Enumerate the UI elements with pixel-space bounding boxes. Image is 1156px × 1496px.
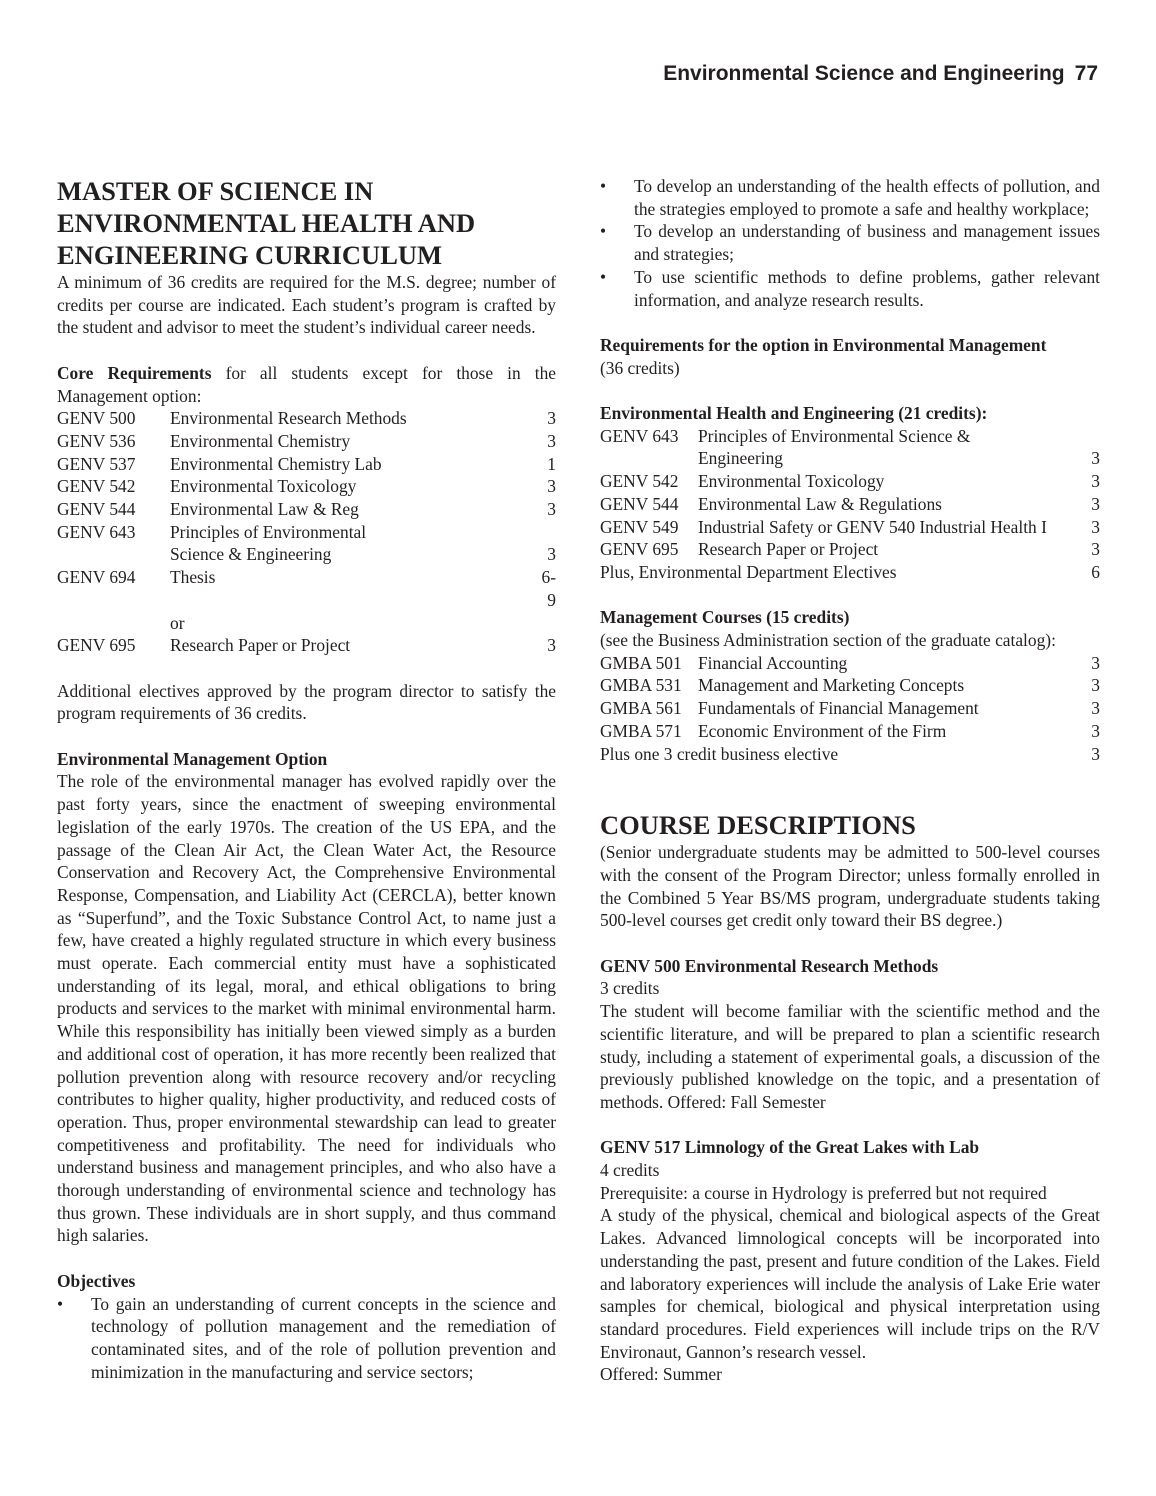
course-row (57, 521, 556, 544)
course-credits (536, 521, 556, 544)
objective-text: To develop an understanding of business and management issues and strategies; (634, 221, 1100, 265)
requirements-heading: Requirements for the option in Environmental Management (600, 334, 1047, 355)
course-credits: 3 (1091, 471, 1100, 492)
course-credits: 3 (547, 408, 556, 429)
course-credits: 6 (1091, 561, 1100, 582)
course-row (600, 447, 1100, 470)
course-code: GENV 544 (57, 499, 136, 520)
core-requirements-label: Core Requirements (57, 362, 212, 383)
course-code: GENV 643 (57, 521, 136, 542)
course-code: GMBA 571 (600, 720, 682, 741)
ehe-heading: Environmental Health and Engineering (21 credits): (600, 403, 988, 423)
course-title: Environmental Research Methods (170, 408, 407, 429)
course-row (57, 566, 556, 611)
course-title-heading: GENV 517 Limnology of the Great Lakes with Lab (600, 1137, 980, 1158)
course-credits: 3 (1091, 675, 1100, 696)
electives-line: Plus, Environmental Department Electives (600, 561, 897, 582)
course-row (600, 538, 1100, 561)
course-code: GENV 694 (57, 567, 136, 588)
emo-paragraph: The role of the environmental manager has evolved rapidly over the past forty years, since the enactment of sweeping environmental legislation of the early 1970s. The creation of the US EPA, and the passage of the Clean Air Act, the Clean Water Act, the Resource Conservation and Recovery Act, the Comprehensive Environmental Response, Compensation, and Liability Act (CERCLA), better known as “Superfund”, and the Toxic Substance Control Act, to name just a few, have created a highly regulated structure in which every business must operate. Each commercial entity must have a sophisticated understanding of its legal, moral, and ethical obligations to bring products and services to the market with minimal environmental harm. While this responsibility has initially been viewed simply as a burden and additional cost of operation, it has more recently been realized that pollution prevention along with resource recovery and/or recycling contributes to higher quality, higher productivity, and reduced costs of operation. Thus, proper environmental stewardship can lead to greater competitiveness and profitability. The need for individuals who understand business and management principles, and who also have a thorough understanding of environmental science and technology has thus grown. These individuals are in short supply, and thus command high salaries. (57, 771, 556, 1246)
course-code: GENV 536 (57, 430, 136, 451)
course-credits: 3 (1091, 698, 1100, 719)
course-row (57, 543, 556, 566)
course-code: GENV 549 (600, 516, 679, 537)
course-row (600, 493, 1100, 516)
electives-paragraph: Additional electives approved by the program director to satisfy the program requirements of 36 credits. (57, 680, 556, 724)
core-requirements-intro (57, 362, 556, 407)
objective-text: To use scientific methods to define problems, gather relevant information, and analyze research results. (634, 266, 1100, 310)
course-code: GENV 643 (600, 425, 679, 446)
course-code: GENV 544 (600, 493, 679, 514)
course-title: Research Paper or Project (698, 539, 879, 560)
course-row (600, 652, 1100, 675)
course-credits: 3 (1091, 448, 1100, 469)
course-credits: 3 (1091, 516, 1100, 537)
course-descriptions-intro: (Senior undergraduate students may be admitted to 500-level courses with the consent of the Program Director; unless formally enrolled in the Combined 5 Year BS/MS program, undergraduate students taking 500-level courses get credit only toward their BS degree.) (600, 842, 1100, 931)
objective-item (600, 266, 1100, 311)
bullet: • (600, 266, 607, 287)
bullet: • (600, 176, 607, 196)
course-code: GMBA 531 (600, 675, 682, 696)
objectives-heading: Objectives (57, 1270, 136, 1291)
objective-text: To develop an understanding of the health effects of pollution, and the strategies employed to promote a safe and healthy workplace; (634, 176, 1100, 219)
course-credits: 3 (1091, 743, 1100, 764)
heading-line: ENGINEERING CURRICULUM (57, 240, 443, 270)
objective-item (600, 220, 1100, 265)
course-prerequisite: Prerequisite: a course in Hydrology is preferred but not required (600, 1182, 1047, 1203)
course-title: Principles of Environmental (170, 521, 367, 542)
course-title: Fundamentals of Financial Management (698, 698, 979, 719)
course-credits: 3 (547, 499, 556, 520)
course-credits: 6-9 (541, 567, 556, 610)
objective-text: To gain an understanding of current concepts in the science and technology of pollution management and the remediation of contaminated sites, and of the role of pollution prevention and minimization in the manufacturing and service sectors; (91, 1293, 556, 1382)
course-credits (536, 612, 556, 635)
course-title: Environmental Law & Regulations (698, 493, 942, 514)
course-row (57, 498, 556, 521)
course-title: Engineering (698, 448, 783, 469)
course-code: GMBA 561 (600, 698, 682, 719)
page-number: 77 (1074, 62, 1098, 85)
curriculum-heading (57, 175, 556, 271)
emo-heading: Environmental Management Option (57, 748, 328, 769)
course-title: Principles of Environmental Science & (698, 425, 971, 446)
running-header (663, 62, 1098, 86)
heading-line: ENVIRONMENTAL HEALTH AND (57, 208, 476, 238)
left-column (57, 175, 556, 1383)
ehe-course-list (600, 425, 1100, 584)
course-title: Research Paper or Project (170, 635, 351, 656)
course-code: GENV 500 (57, 408, 136, 429)
requirements-subheading: (36 credits) (600, 357, 680, 378)
objectives-list (57, 1293, 556, 1384)
course-code: GENV 695 (600, 539, 679, 560)
course-row (57, 475, 556, 498)
course-credits: 3 (1091, 493, 1100, 514)
course-code: GENV 542 (600, 471, 679, 492)
course-title: or (170, 612, 185, 633)
running-header-title: Environmental Science and Engineering (663, 62, 1065, 85)
course-credits: 3 (547, 476, 556, 497)
right-column (600, 175, 1100, 1386)
mgmt-heading: Management Courses (15 credits) (600, 607, 850, 628)
course-title-heading: GENV 500 Environmental Research Methods (600, 955, 939, 976)
course-row (57, 612, 556, 635)
course-row (600, 425, 1100, 448)
course-row (600, 743, 1100, 766)
course-row (600, 697, 1100, 720)
objectives-list-continued (600, 175, 1100, 311)
course-code (57, 612, 170, 635)
course-title: Management and Marketing Concepts (698, 675, 965, 696)
course-title: Science & Engineering (170, 544, 332, 565)
mgmt-subheading: (see the Business Administration section of the graduate catalog): (600, 630, 1056, 651)
course-credits-line: 4 credits (600, 1160, 660, 1181)
course-credits: 3 (1091, 720, 1100, 741)
course-row (600, 516, 1100, 539)
course-offered: Offered: Summer (600, 1364, 722, 1385)
course-row (57, 634, 556, 657)
course-credits: 1 (547, 453, 556, 474)
course-title: Thesis (170, 567, 216, 588)
course-credits-line: 3 credits (600, 978, 660, 999)
course-credits: 3 (547, 544, 556, 565)
objective-item (600, 175, 1100, 220)
course-row (600, 561, 1100, 584)
heading-line: MASTER OF SCIENCE IN (57, 176, 374, 206)
course-description: The student will become familiar with the scientific method and the scientific literature, and will be prepared to plan a scientific research study, including a statement of experimental goals, a discussion of the previously published knowledge on the topic, and a presentation of methods. Offered: Fall Semester (600, 1001, 1100, 1112)
course-descriptions-heading: COURSE DESCRIPTIONS (600, 810, 916, 841)
elective-line: Plus one 3 credit business elective (600, 743, 839, 764)
core-course-list (57, 407, 556, 657)
course-credits: 3 (1091, 539, 1100, 560)
course-credits (1080, 425, 1100, 448)
course-row (57, 453, 556, 476)
course-row (57, 407, 556, 430)
course-description: A study of the physical, chemical and biological aspects of the Great Lakes. Advanced limnological concepts will be incorporated into understanding the past, present and future condition of the Lakes. Field and laboratory experiences will include the analysis of Lake Erie water samples for chemical, biological and physical interpretation using standard procedures. Field experiences will include trips on the R/V Environaut, Gannon’s research vessel. (600, 1205, 1100, 1362)
course-credits: 3 (1091, 652, 1100, 673)
bullet: • (600, 221, 607, 242)
course-title: Environmental Chemistry (170, 430, 351, 451)
course-code: GENV 695 (57, 635, 136, 656)
course-row (600, 720, 1100, 743)
course-credits: 3 (547, 430, 556, 451)
course-code: GENV 537 (57, 453, 136, 474)
course-title: Economic Environment of the Firm (698, 720, 947, 741)
intro-paragraph: A minimum of 36 credits are required for the M.S. degree; number of credits per course are indicated. Each student’s program is crafted by the student and advisor to meet the student’s individual career needs. (57, 272, 556, 338)
course-code (600, 447, 698, 470)
course-row (57, 430, 556, 453)
course-title: Environmental Toxicology (170, 476, 357, 497)
core-requirements-text: for all students except for those in the Management option: (57, 362, 556, 406)
course-code (57, 543, 170, 566)
course-title: Environmental Law & Reg (170, 499, 359, 520)
course-credits: 3 (547, 635, 556, 656)
bullet: • (57, 1293, 64, 1314)
objective-item (57, 1293, 556, 1384)
course-code: GMBA 501 (600, 652, 682, 673)
mgmt-course-list (600, 652, 1100, 766)
course-title: Industrial Safety or GENV 540 Industrial Health I (698, 516, 1047, 537)
course-code: GENV 542 (57, 476, 136, 497)
course-row (600, 674, 1100, 697)
course-row (600, 470, 1100, 493)
course-title: Environmental Toxicology (698, 471, 885, 492)
course-title: Environmental Chemistry Lab (170, 453, 382, 474)
course-title: Financial Accounting (698, 652, 848, 673)
